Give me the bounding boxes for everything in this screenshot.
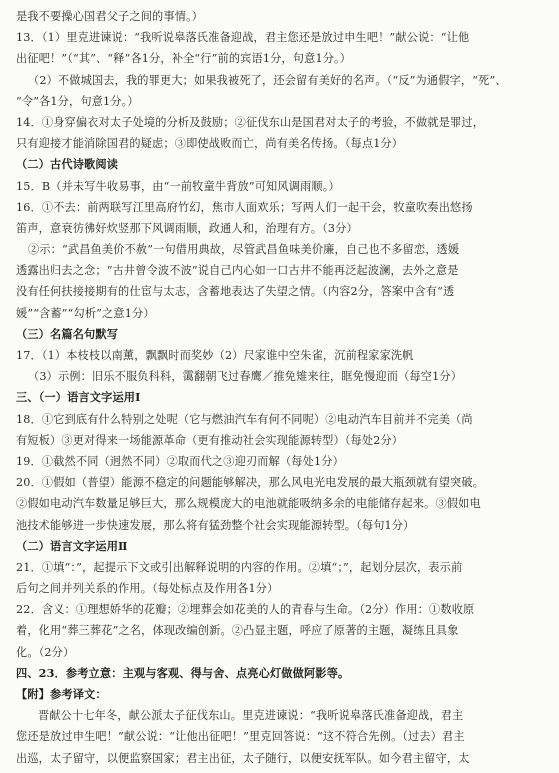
translation-line-2: 您还是放过申生吧！”献公说：“让他出征吧！”里克回答说：“这不符合先例。（过去）君主: [16, 730, 465, 744]
translation-line-3: 出巡，太子留守，以便监察国家；君主出征，太子随行，以便安抚军队。如今君主留守，太: [16, 751, 470, 765]
answer-17-line-2: （3）示例：旧乐不服负科科，霭翻朝飞过春鹰／推免雉来往，眶免慢迎而（每空1分）: [28, 370, 463, 384]
answer-20-line-2: ②假如电动汽车数量足够巨大，那么规模庞大的电池就能吸纳多余的电能储存起来。③假如电: [16, 497, 481, 511]
section-heading-language-2: （二）语言文字运用Ⅱ: [16, 538, 128, 553]
appendix-heading: 【附】参考译文：: [16, 687, 107, 701]
answer-20-line-1: 20．①假如（普望）能源不稳定的问题能够解决，那么风电光电发展的最大瓶颈就有望突破。: [16, 476, 485, 490]
answer-16-line-1: 16．①不去：前两联写江里高府竹幻，焦市人面欢乐；写两人们一起干会，牧童吹奏出悠扬: [16, 200, 473, 214]
answer-16-line-2: 笛声，意衰彷彿好炊竖那下风调雨顺，政通人和，治理有方。（3分）: [16, 221, 358, 235]
answer-20-line-3: 池技术能够进一步快速发展，那么将有猛劲整个社会实现能源转型。（每句1分）: [16, 518, 415, 532]
answer-13-line-1: 13．（1）里克进谏说：“我听说皋落氏准备迎战，君主您还是放过申生吧！”献公说：“让他: [16, 31, 470, 45]
answer-16-line-5: 没有任何扶接接期有的仕宦与太志，含蓄地表达了失望之情。（内容2分，答案中含有“透: [16, 285, 455, 299]
text-line: 是我不要操心国君父子之间的事情。）: [16, 10, 204, 23]
answer-18-line-2: 有短板）③更对得来一场能源革命（更有推动社会实现能源转型）（每处2分）: [16, 433, 404, 447]
answer-16-line-4: 透露出归去之念；“古井曾令波不波”说自己内心如一口古井不能再泛起波澜，去外之意是: [16, 264, 459, 278]
answer-22-line-1: 22．含义：①理想娇华的花瓣；②埋葬会如花美的人的青春与生命。（2分）作用：①数收原: [16, 603, 475, 617]
answer-22-line-2: 着，化用“葬三葬花”之名，体现改编创新。②凸显主题，呼应了原著的主题，凝练且具象: [16, 624, 459, 638]
answer-13-line-4: “令”各1分，句意1分。）: [16, 94, 139, 108]
section-heading-poetry: （二）古代诗歌阅读: [16, 157, 119, 172]
answer-18-line-1: 18．①它到底有什么特别之处呢（它与燃油汽车有何不同呢）②电动汽车目前并不完美（尚: [16, 412, 473, 426]
answer-23-line: 四、23．参考立意：主观与客观、得与舍、点亮心灯做做阿影等。: [16, 665, 350, 680]
translation-line-1: 晋献公十七年冬，献公派太子征伐东山。里克进谏说：“我听说皋落氏准备迎战，君主: [38, 709, 464, 723]
section-heading-language-1: 三、（一）语言文字运用Ⅰ: [16, 390, 141, 405]
answer-22-line-3: 化。（2分）: [16, 645, 75, 659]
answer-14-line-1: 14．①身穿偏衣对太子处境的分析及鼓励；②征伐东山是国君对太子的考验，不做就是罪过，: [16, 115, 485, 129]
answer-21-line-2: 后句之间并列关系的作用。（每处标点及作用各1分）: [16, 582, 279, 596]
answer-13-line-2: 出征吧！”（“其”、“释”各1分，补全“行”前的宾语1分，句意1分。）: [16, 52, 352, 66]
answer-15-line: 15．B（并未写牛收易事，由“一前牧童牛背放”可知风调雨顺。）: [16, 179, 340, 193]
answer-21-line-1: 21．①填“：”，起提示下文或引出解释说明的内容的作用。②填“；”，起划分层次，表示前: [16, 560, 463, 574]
answer-17-line-1: 17．（1）本枝枝以南薰，飘飘时而奖妙（2）尺家谁中空朱雀，沉前程家家洗帆: [16, 349, 414, 362]
answer-16-line-6: 媛”“含蓄”“勾析”之意1分）: [16, 306, 155, 320]
section-heading-recitation: （三）名篇名句默写: [16, 326, 119, 341]
answer-16-line-3: ②示：“武昌鱼美价不赦”一句借用典故，尽管武昌鱼味美价廉，自己也不多留恋，透媛: [28, 243, 460, 257]
answer-19-line: 19．①截然不同（迥然不同）②取而代之③迎刃而解（每处1分）: [16, 454, 344, 468]
answer-14-line-2: 只有迎接才能消除国君的疑虑；③即使战败而亡，尚有美名传扬。（每点1分）: [16, 137, 404, 151]
answer-13-line-3: （2）不做城国去，我的罪更大；如果我被死了，还会留有美好的名声。（“反”为通假字，“死”、: [28, 73, 507, 87]
